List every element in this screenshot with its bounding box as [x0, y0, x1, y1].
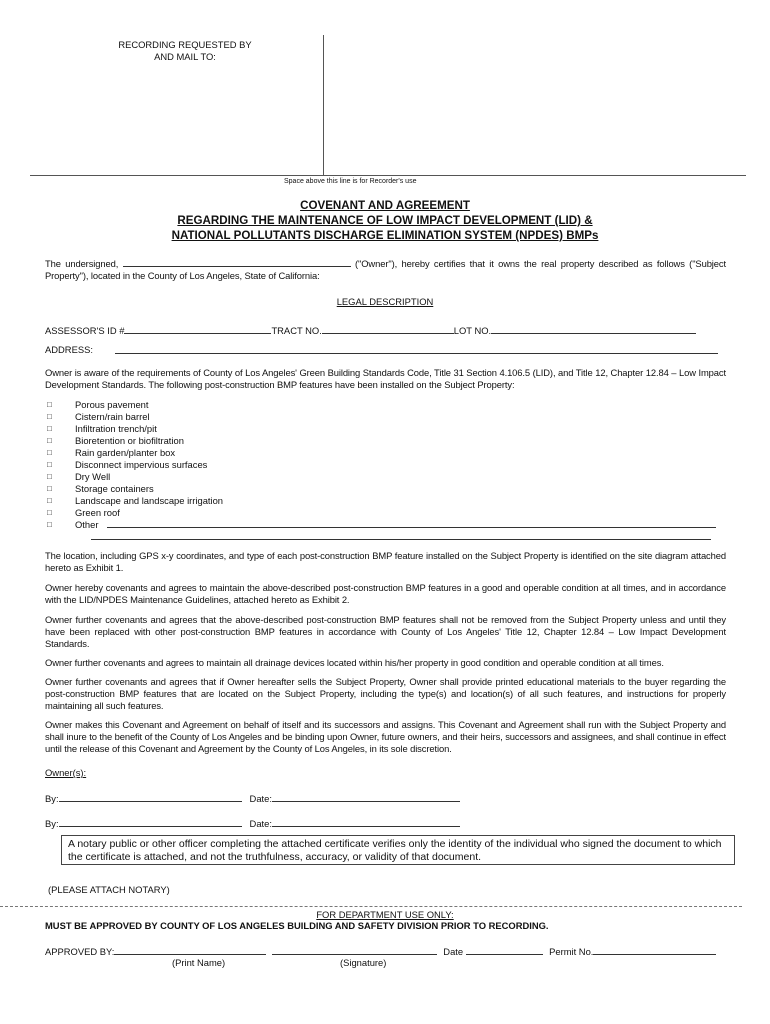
owner-date-field-2[interactable] [272, 817, 460, 827]
recorder-divider-vertical [323, 35, 324, 176]
lot-no-field[interactable] [491, 324, 696, 334]
intro-paragraph: The undersigned, ("Owner"), hereby certifies that it owns the real property described as follows ("Subject Property"), located in the County of Los Angeles, State of California: [45, 258, 726, 281]
recorder-note: Space above this line is for Recorder's use [284, 178, 417, 185]
department-use-heading: FOR DEPARTMENT USE ONLY: [316, 909, 454, 920]
bmp-item-label: Other [75, 519, 99, 530]
tract-no-field[interactable] [322, 324, 454, 334]
paragraph-location: The location, including GPS x-y coordinates, and type of each post-construction BMP feature installed on the Subject Property is identified on the site diagram attached hereto as Exhibit 1. [45, 550, 726, 573]
owners-heading: Owner(s): [45, 767, 87, 778]
legal-description-heading: LEGAL DESCRIPTION [336, 296, 434, 307]
document-subtitle-1: REGARDING THE MAINTENANCE OF LOW IMPACT DEVELOPMENT (LID) & [177, 214, 593, 227]
bmp-item-label: Infiltration trench/pit [75, 423, 157, 434]
checkbox-icon[interactable]: □ [47, 424, 52, 433]
checkbox-icon[interactable]: □ [47, 520, 52, 529]
assessor-id-field[interactable] [124, 324, 271, 334]
owner-signature-row-1: By: Date: [45, 792, 460, 805]
print-name-label: (Print Name) [172, 957, 226, 968]
bmp-item-label: Rain garden/planter box [75, 447, 176, 458]
paragraph-sale: Owner further covenants and agrees that if Owner hereafter sells the Subject Property, Owner shall provide printed educational materials to the buyer regarding the post-construction BMP features that are located on the Subject Property, including the type(s) and location(s) of all such features, and instructions for properly maintaining all such features. [45, 676, 726, 711]
notary-notice-box: A notary public or other officer completing the attached certificate verifies only the identity of the individual who signed the document to which the certificate is attached, and not the truthfulness, accuracy, or validity of that document. [61, 835, 735, 865]
approved-by-signature-field[interactable] [272, 945, 437, 955]
paragraph-removal: Owner further covenants and agrees that the above-described post-construction BMP features shall not be removed from the Subject Property unless and until they have been replaced with other post-construction BMP features in accordance with County of Los Angeles' Title 12, Chapter 12.84 – Low Impact Development Standards. [45, 614, 726, 649]
owner-by-field-2[interactable] [59, 817, 242, 827]
address-field[interactable] [115, 353, 718, 354]
bmp-item-label: Bioretention or biofiltration [75, 435, 184, 446]
document-title: COVENANT AND AGREEMENT [300, 199, 470, 212]
other-field[interactable] [107, 527, 716, 528]
checkbox-icon[interactable]: □ [47, 472, 52, 481]
checkbox-icon[interactable]: □ [47, 460, 52, 469]
assessor-row: ASSESSOR'S ID # TRACT NO. LOT NO. [45, 324, 696, 337]
approval-row: APPROVED BY: Date Permit No. [45, 945, 716, 958]
checkbox-icon[interactable]: □ [47, 400, 52, 409]
bmp-item-label: Disconnect impervious surfaces [75, 459, 208, 470]
paragraph-drainage: Owner further covenants and agrees to maintain all drainage devices located within his/her property in good condition and operable condition at all times. [45, 657, 664, 668]
department-divider [0, 906, 742, 907]
checkbox-icon[interactable]: □ [47, 508, 52, 517]
recording-requested-label: RECORDING REQUESTED BY [118, 39, 252, 50]
owner-by-field-1[interactable] [59, 792, 242, 802]
owner-name-field[interactable] [123, 257, 351, 267]
aware-paragraph: Owner is aware of the requirements of County of Los Angeles' Green Building Standards Code, Title 31 Section 4.106.5 (LID), and Title 12, Chapter 12.84 – Low Impact Development Standards. The following post-construction BMP features have been installed on the Subject Property: [45, 367, 726, 390]
paragraph-maintain: Owner hereby covenants and agrees to maintain the above-described post-construction BMP features in a good and operable condition at all times, and in accordance with the LID/NPDES Maintenance Guidelines, attached hereto as Exhibit 2. [45, 582, 726, 605]
owner-date-field-1[interactable] [272, 792, 460, 802]
permit-no-field[interactable] [593, 945, 716, 955]
checkbox-icon[interactable]: □ [47, 436, 52, 445]
checkbox-icon[interactable]: □ [47, 484, 52, 493]
checkbox-icon[interactable]: □ [47, 496, 52, 505]
bmp-item-label: Landscape and landscape irrigation [75, 495, 224, 506]
mail-to-label: AND MAIL TO: [154, 51, 216, 62]
owner-signature-row-2: By: Date: [45, 817, 460, 830]
approved-by-name-field[interactable] [114, 945, 266, 955]
bmp-item-label: Storage containers [75, 483, 154, 494]
approval-note: MUST BE APPROVED BY COUNTY OF LOS ANGELES BUILDING AND SAFETY DIVISION PRIOR TO RECORDING. [45, 920, 549, 931]
other-field-line-2[interactable] [91, 539, 711, 540]
signature-label: (Signature) [340, 957, 387, 968]
address-label: ADDRESS: [45, 344, 93, 355]
attach-notary-note: (PLEASE ATTACH NOTARY) [48, 884, 170, 895]
checkbox-icon[interactable]: □ [47, 448, 52, 457]
checkbox-icon[interactable]: □ [47, 412, 52, 421]
bmp-item-label: Porous pavement [75, 399, 149, 410]
document-subtitle-2: NATIONAL POLLUTANTS DISCHARGE ELIMINATION SYSTEM (NPDES) BMPs [171, 229, 599, 242]
bmp-item-label: Cistern/rain barrel [75, 411, 150, 422]
approval-date-field[interactable] [466, 945, 543, 955]
bmp-item-label: Green roof [75, 507, 120, 518]
bmp-item-label: Dry Well [75, 471, 111, 482]
paragraph-successors: Owner makes this Covenant and Agreement on behalf of itself and its successors and assigns. This Covenant and Agreement shall run with the Subject Property and shall inure to the benefit of the County of Los Angeles and be binding upon Owner, future owners, and their heirs, successors and assignees, and shall continue in effect until the release of this Covenant and Agreement by the County of Los Angeles, in its sole discretion. [45, 719, 726, 754]
